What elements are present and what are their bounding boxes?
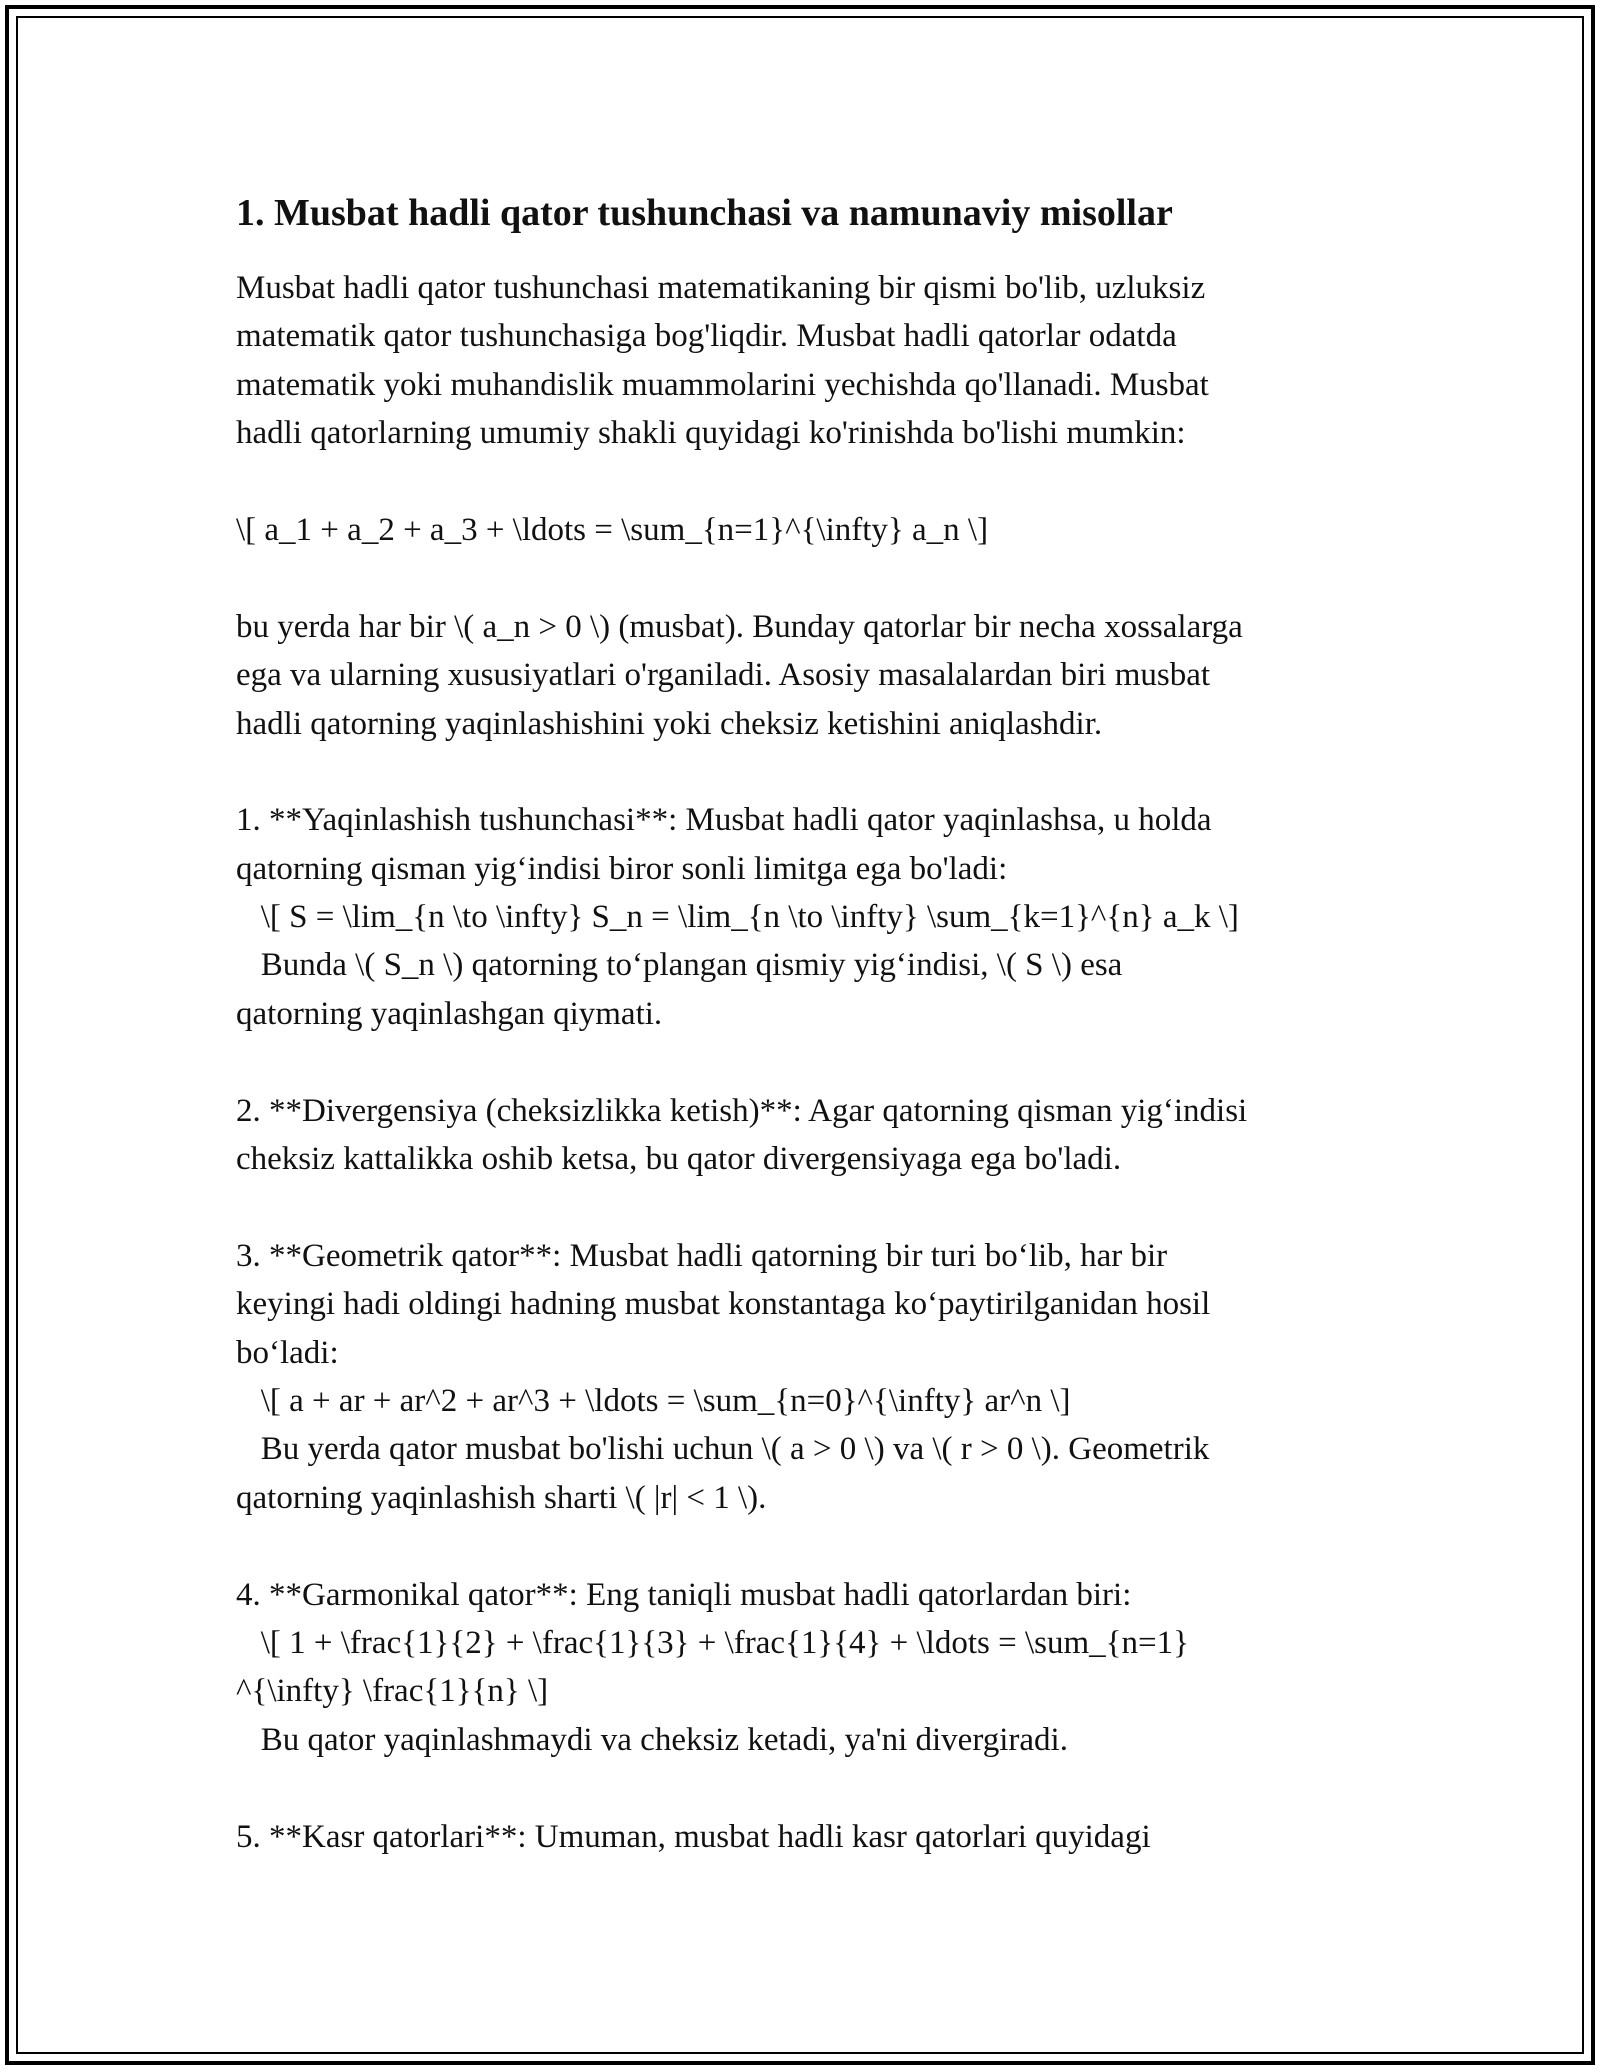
text-line: \[ 1 + \frac{1}{2} + \frac{1}{3} + \frac{1}{4} + \ldots = \sum_{n=1}	[236, 1624, 1189, 1661]
text-line: \[ a_1 + a_2 + a_3 + \ldots = \sum_{n=1}^{\infty} a_n \]	[236, 511, 989, 548]
text-line: hadli qatorning yaqinlashishini yoki cheksiz ketishini aniqlashdir.	[236, 705, 1103, 742]
body-text	[236, 264, 1396, 1861]
text-line: \[ a + ar + ar^2 + ar^3 + \ldots = \sum_{n=0}^{\infty} ar^n \]	[236, 1382, 1071, 1419]
text-line: \[ S = \lim_{n \to \infty} S_n = \lim_{n \to \infty} \sum_{k=1}^{n} a_k \]	[236, 899, 1239, 936]
text-line: cheksiz kattalikka oshib ketsa, bu qator divergensiyaga ega bo'ladi.	[236, 1141, 1122, 1178]
blank-line	[236, 1183, 1396, 1231]
blank-line	[236, 748, 1396, 796]
text-line: keyingi hadi oldingi hadning musbat konstantaga ko‘paytirilganidan hosil	[236, 1286, 1211, 1323]
text-line: Bu qator yaqinlashmaydi va cheksiz ketadi, ya'ni divergiradi.	[236, 1721, 1068, 1758]
text-line: bo‘ladi:	[236, 1334, 339, 1371]
text-line: Musbat hadli qator tushunchasi matematikaning bir qismi bo'lib, uzluksiz	[236, 270, 1206, 306]
blank-line	[236, 458, 1396, 506]
text-line: qatorning yaqinlashgan qiymati.	[236, 995, 663, 1032]
text-line: qatorning qisman yig‘indisi biror sonli limitga ega bo'ladi:	[236, 850, 1008, 887]
blank-line	[236, 554, 1396, 602]
blank-line	[236, 1764, 1396, 1812]
text-line: bu yerda har bir \( a_n > 0 \) (musbat). Bunday qatorlar bir necha xossalarga	[236, 608, 1243, 645]
text-line: matematik qator tushunchasiga bog'liqdir. Musbat hadli qatorlar odatda	[236, 318, 1177, 355]
text-line: 4. **Garmonikal qator**: Eng taniqli musbat hadli qatorlardan biri:	[236, 1576, 1132, 1613]
text-line: Bunda \( S_n \) qatorning to‘plangan qismiy yig‘indisi, \( S \) esa	[236, 947, 1123, 984]
text-line: 1. **Yaqinlashish tushunchasi**: Musbat hadli qator yaqinlashsa, u holda	[236, 802, 1212, 839]
document-content	[236, 186, 1396, 1861]
text-line: 3. **Geometrik qator**: Musbat hadli qatorning bir turi bo‘lib, har bir	[236, 1237, 1168, 1274]
blank-line	[236, 1038, 1396, 1086]
text-line: matematik yoki muhandislik muammolarini yechishda qo'llanadi. Musbat	[236, 366, 1209, 403]
text-line: qatorning yaqinlashish sharti \( |r| < 1 \).	[236, 1479, 767, 1516]
text-line: 2. **Divergensiya (cheksizlikka ketish)**: Agar qatorning qisman yig‘indisi	[236, 1092, 1248, 1129]
text-line: ega va ularning xususiyatlari o'rganiladi. Asosiy masalalardan biri musbat	[236, 657, 1211, 694]
text-line: ^{\infty} \frac{1}{n} \]	[236, 1673, 549, 1710]
text-line: Bu yerda qator musbat bo'lishi uchun \( a > 0 \) va \( r > 0 \). Geometrik	[236, 1431, 1210, 1468]
blank-line	[236, 1522, 1396, 1570]
text-line: 5. **Kasr qatorlari**: Umuman, musbat hadli kasr qatorlari quyidagi	[236, 1818, 1151, 1855]
text-line: hadli qatorlarning umumiy shakli quyidagi ko'rinishda bo'lishi mumkin:	[236, 415, 1186, 452]
section-heading: 1. Musbat hadli qator tushunchasi va namunaviy misollar	[236, 192, 1173, 234]
